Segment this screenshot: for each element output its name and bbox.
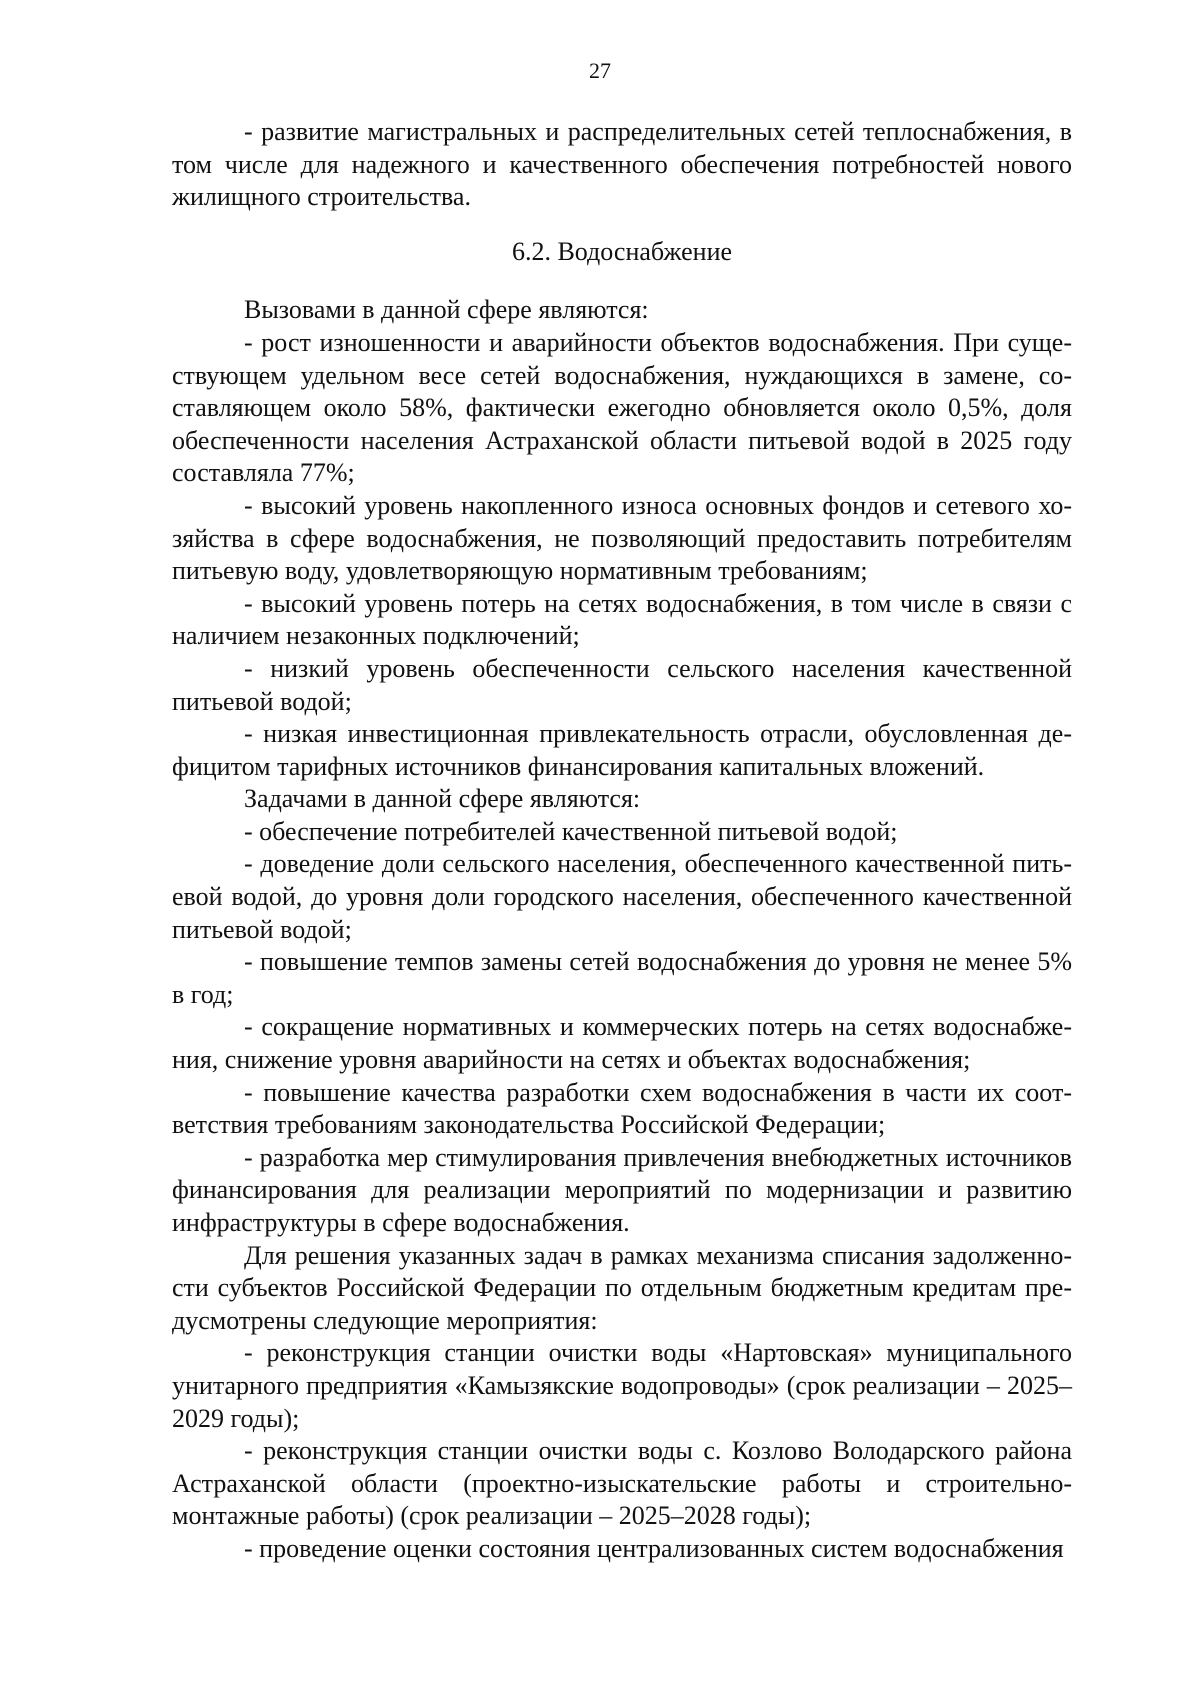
- paragraph: Для решения указанных задач в рамках механизма списания задолженности субъектов Российской Федерации по отдельным бюджетным кредитам предусмотрены следующие мероприятия:: [172, 1240, 1072, 1335]
- paragraph: - обеспечение потребителей качественной питьевой водой;: [244, 816, 898, 846]
- page-number: 27: [589, 58, 611, 83]
- paragraph: - низкая инвестиционная привлекательность отрасли, обусловленная дефицитом тарифных источников финансирования капитальных вложений.: [172, 719, 1072, 781]
- paragraph: - реконструкция станции очистки воды «Нартовская» муниципального унитарного предприятия «Камызякские водопроводы» (срок реализации – 2025–2029 годы);: [172, 1338, 1072, 1433]
- document-body: [172, 116, 1072, 1566]
- paragraph: - проведение оценки состояния централизованных систем водоснабжения: [244, 1533, 1064, 1563]
- paragraph: - высокий уровень потерь на сетях водоснабжения, в том числе в связи с наличием незаконных подключений;: [172, 588, 1072, 651]
- paragraph: - реконструкция станции очистки воды с. Козлово Володарского района Астраханской области (проектно-изыскательские работы и строительно-монтажные работы) (срок реализации – 2025–2028 годы);: [172, 1436, 1072, 1531]
- paragraph: - доведение доли сельского населения, обеспеченного качественной питьевой водой, до уровня доли городского населения, обеспеченного качественной питьевой водой;: [172, 849, 1072, 944]
- paragraph: Задачами в данной сфере являются:: [244, 784, 641, 814]
- paragraph: - низкий уровень обеспеченности сельского населения качественной питьевой водой;: [172, 653, 1072, 716]
- paragraph: - рост изношенности и аварийности объектов водоснабжения. При существующем удельном весе сетей водоснабжения, нуждающихся в замене, составляющем около 58%, фактически ежегодно обновляется около 0,5%, доля обеспеченности населения Астраханской области питьевой водой в 2025 году составляла 77%;: [172, 327, 1072, 488]
- paragraph: Вызовами в данной сфере являются:: [244, 295, 649, 325]
- paragraph: - высокий уровень накопленного износа основных фондов и сетевого хозяйства в сфере водоснабжения, не позволяющий предоставить потребителям питьевую воду, удовлетворяющую нормативным требованиям;: [172, 490, 1072, 586]
- paragraph: - повышение темпов замены сетей водоснабжения до уровня не менее 5% в год;: [172, 947, 1072, 1009]
- section-title: 6.2. Водоснабжение: [511, 236, 733, 266]
- paragraph: - сокращение нормативных и коммерческих потерь на сетях водоснабжения, снижение уровня аварийности на сетях и объектах водоснабжения;: [172, 1012, 1072, 1075]
- paragraph: - развитие магистральных и распределительных сетей теплоснабжения, в том числе для надежного и качественного обеспечения потребностей нового жилищного строительства.: [172, 117, 1072, 212]
- paragraph: - повышение качества разработки схем водоснабжения в части их соответствия требованиям законодательства Российской Федерации;: [172, 1077, 1072, 1140]
- paragraph: - разработка мер стимулирования привлечения внебюджетных источников финансирования для реализации мероприятий по модернизации и развитию инфраструктуры в сфере водоснабжения.: [172, 1142, 1072, 1237]
